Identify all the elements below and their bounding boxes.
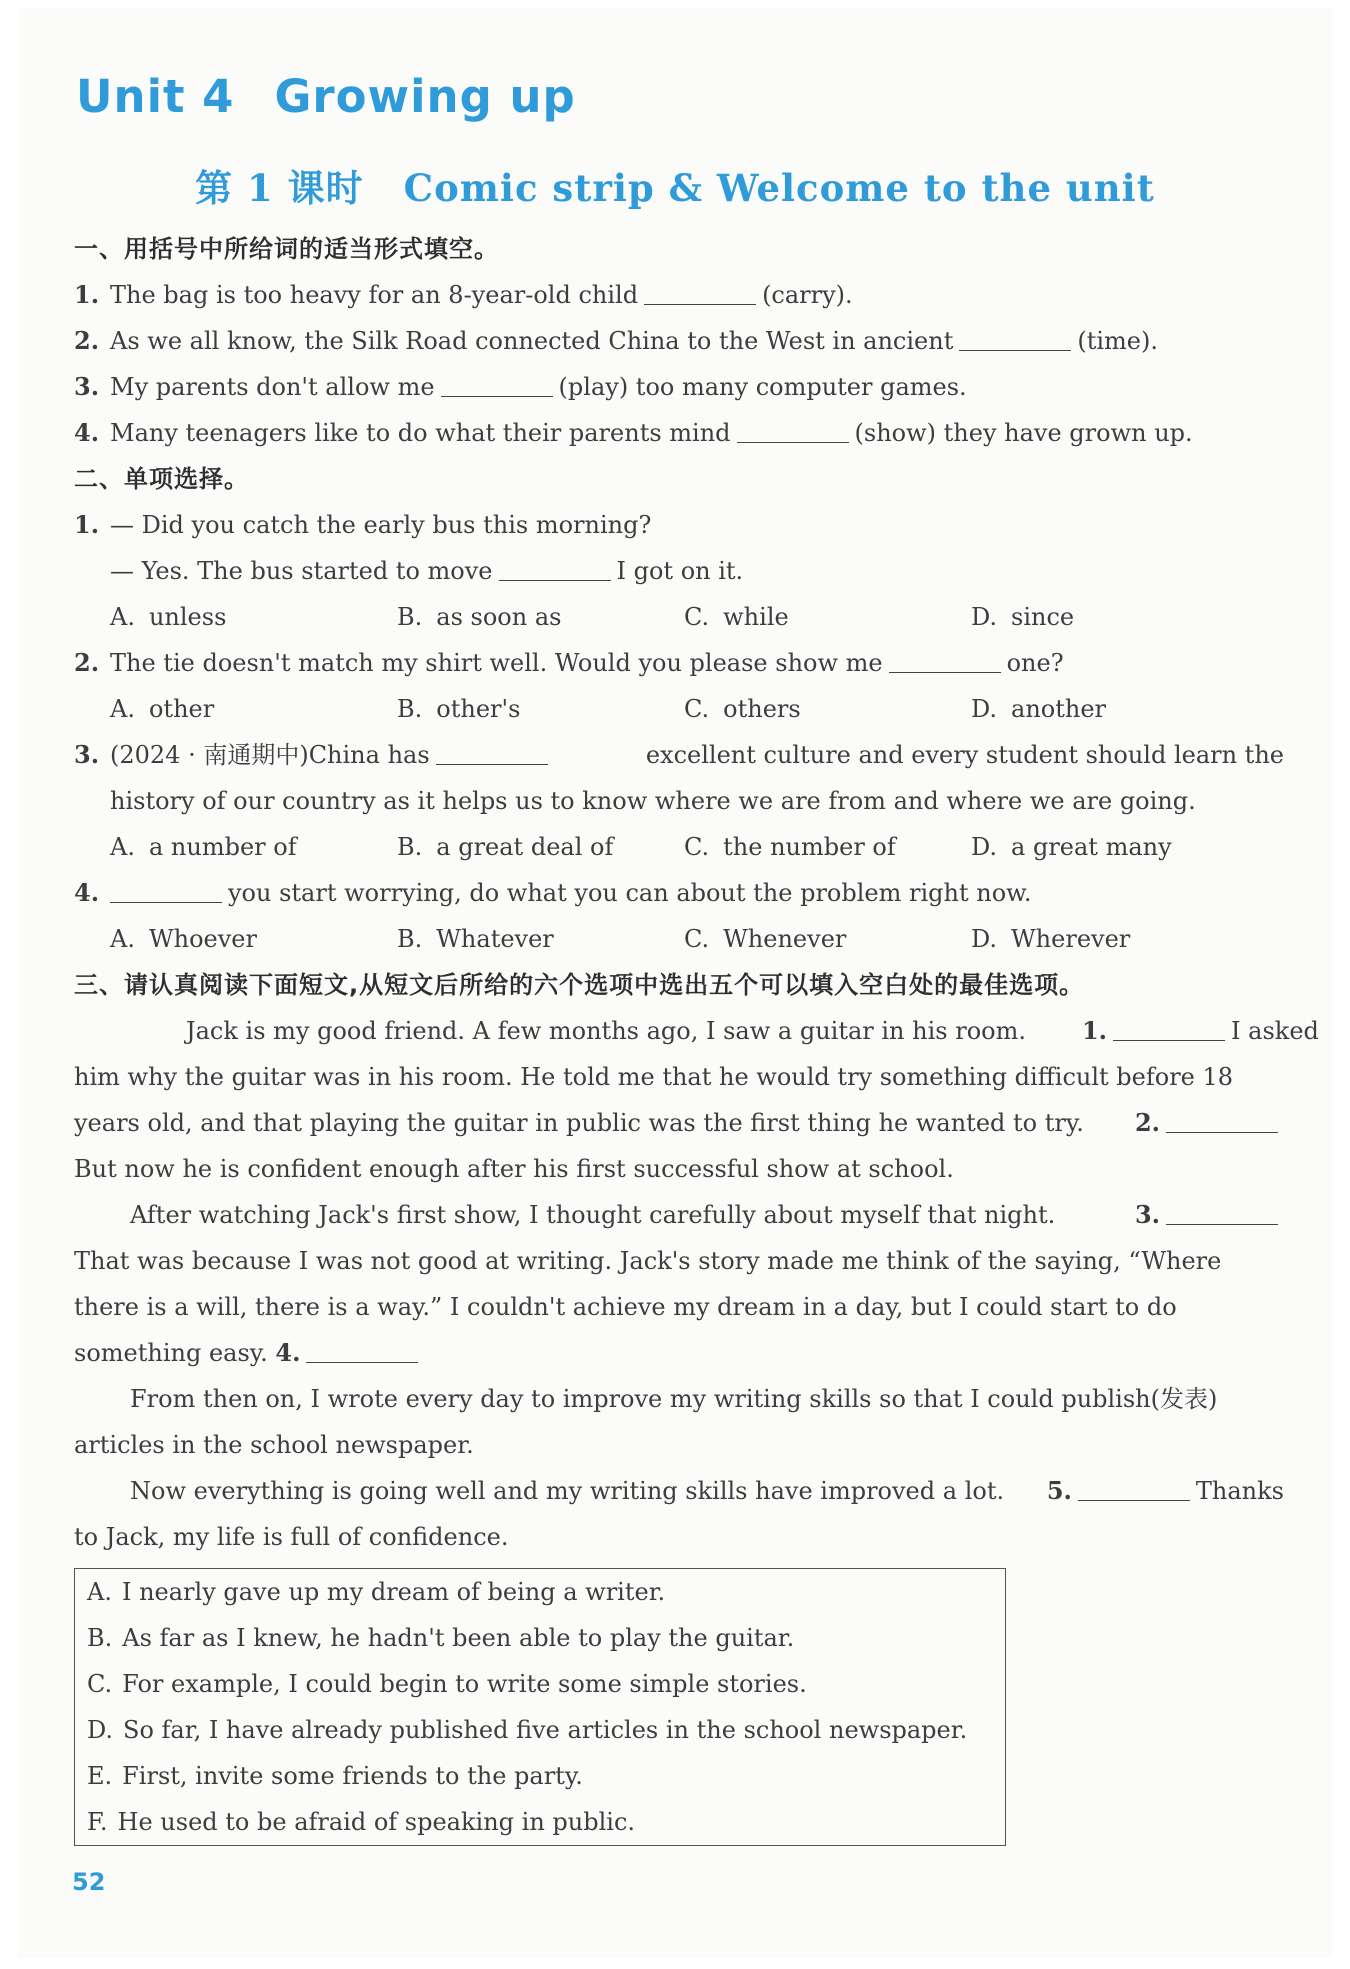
passage-line: Now everything is going well and my writing skills have improved a lot. 5. Thanks bbox=[130, 1476, 1284, 1505]
option-a[interactable]: A. I nearly gave up my dream of being a writer. bbox=[87, 1578, 666, 1606]
answer-blank[interactable] bbox=[1113, 1018, 1225, 1041]
section-2-title: 二、单项选择。 bbox=[74, 465, 249, 493]
option-d[interactable]: D. a great many bbox=[971, 833, 1172, 861]
choice-question-1-line-2: — Yes. The bus started to move I got on it. bbox=[110, 557, 744, 585]
answer-blank[interactable] bbox=[110, 880, 222, 903]
passage-line: But now he is confident enough after his first successful show at school. bbox=[74, 1155, 954, 1183]
choice-question-3-line-2: history of our country as it helps us to know where we are from and where we are going. bbox=[110, 787, 1196, 815]
answer-blank[interactable] bbox=[499, 558, 611, 581]
passage-line: From then on, I wrote every day to improve my writing skills so that I could publish(发表) bbox=[130, 1385, 1218, 1413]
choice-question-3: 3. (2024 · 南通期中)China has excellent culture and every student should learn the bbox=[74, 740, 1284, 769]
section-1-title: 一、用括号中所给词的适当形式填空。 bbox=[74, 235, 499, 263]
passage-line: articles in the school newspaper. bbox=[74, 1431, 474, 1459]
passage-line: there is a will, there is a way.” I couldn't achieve my dream in a day, but I could start to do bbox=[74, 1293, 1177, 1321]
choice-options-3 bbox=[74, 824, 1284, 870]
choice-question-4: 4. you start worrying, do what you can about the problem right now. bbox=[74, 878, 1032, 907]
lesson-name: Comic strip & Welcome to the unit bbox=[403, 166, 1155, 210]
unit-title bbox=[76, 70, 576, 123]
unit-name: Growing up bbox=[274, 70, 576, 123]
option-a[interactable]: A. other bbox=[110, 695, 215, 723]
choice-options-4 bbox=[74, 916, 1284, 962]
fill-question-3: 3. My parents don't allow me (play) too many computer games. bbox=[74, 372, 967, 401]
passage-line: to Jack, my life is full of confidence. bbox=[74, 1523, 509, 1551]
answer-blank[interactable] bbox=[306, 1340, 418, 1363]
passage-line: After watching Jack's first show, I thought carefully about myself that night. 3. bbox=[74, 1192, 1284, 1238]
answer-blank[interactable] bbox=[737, 420, 849, 443]
choice-question-2: 2. The tie doesn't match my shirt well. Would you please show me one? bbox=[74, 648, 1064, 677]
answer-blank[interactable] bbox=[441, 374, 553, 397]
option-d[interactable]: D. Wherever bbox=[971, 925, 1131, 953]
option-a[interactable]: A. a number of bbox=[110, 833, 297, 861]
worksheet-page bbox=[18, 8, 1332, 1958]
option-c[interactable]: C. the number of bbox=[684, 833, 896, 861]
passage-line: him why the guitar was in his room. He told me that he would try something difficult before 18 bbox=[74, 1063, 1234, 1091]
passage-line: something easy. 4. bbox=[74, 1330, 1284, 1376]
option-b[interactable]: B. a great deal of bbox=[397, 833, 614, 861]
answer-blank[interactable] bbox=[889, 650, 1001, 673]
lesson-number: 第 1 课时 bbox=[195, 166, 364, 210]
lesson-title bbox=[18, 158, 1332, 212]
option-d[interactable]: D. So far, I have already published five articles in the school newspaper. bbox=[87, 1716, 968, 1744]
passage-line: Jack is my good friend. A few months ago, I saw a guitar in his room. 1. I asked bbox=[186, 1016, 1319, 1045]
page-number: 52 bbox=[72, 1868, 106, 1896]
option-c[interactable]: C. others bbox=[684, 695, 801, 723]
option-b[interactable]: B. As far as I knew, he hadn't been able to play the guitar. bbox=[87, 1624, 795, 1652]
choice-options-2 bbox=[74, 686, 1284, 732]
option-d[interactable]: D. since bbox=[971, 603, 1075, 631]
fill-question-1: 1. The bag is too heavy for an 8-year-old child (carry). bbox=[74, 280, 853, 309]
option-c[interactable]: C. For example, I could begin to write some simple stories. bbox=[87, 1670, 807, 1698]
passage-line: That was because I was not good at writing. Jack's story made me think of the saying, “Where bbox=[74, 1247, 1222, 1275]
option-d[interactable]: D. another bbox=[971, 695, 1107, 723]
option-b[interactable]: B. Whatever bbox=[397, 925, 554, 953]
answer-blank[interactable] bbox=[1166, 1202, 1278, 1225]
option-b[interactable]: B. as soon as bbox=[397, 603, 562, 631]
answer-blank[interactable] bbox=[644, 282, 756, 305]
fill-question-4: 4. Many teenagers like to do what their parents mind (show) they have grown up. bbox=[74, 418, 1193, 447]
option-e[interactable]: E. First, invite some friends to the party. bbox=[87, 1762, 583, 1790]
worksheet-content bbox=[74, 226, 1319, 1846]
passage-line: years old, and that playing the guitar in public was the first thing he wanted to try. 2. bbox=[74, 1100, 1284, 1146]
unit-number: Unit 4 bbox=[76, 70, 235, 123]
answer-blank[interactable] bbox=[436, 742, 548, 765]
options-box bbox=[74, 1568, 1006, 1846]
fill-question-2: 2. As we all know, the Silk Road connected China to the West in ancient (time). bbox=[74, 326, 1158, 355]
choice-options-1 bbox=[74, 594, 1284, 640]
option-a[interactable]: A. unless bbox=[110, 603, 227, 631]
choice-question-1: 1. — Did you catch the early bus this morning? bbox=[74, 510, 652, 539]
option-b[interactable]: B. other's bbox=[397, 695, 521, 723]
option-c[interactable]: C. Whenever bbox=[684, 925, 847, 953]
answer-blank[interactable] bbox=[959, 328, 1071, 351]
option-c[interactable]: C. while bbox=[684, 603, 789, 631]
option-a[interactable]: A. Whoever bbox=[110, 925, 257, 953]
answer-blank[interactable] bbox=[1166, 1110, 1278, 1133]
answer-blank[interactable] bbox=[1078, 1478, 1190, 1501]
option-f[interactable]: F. He used to be afraid of speaking in public. bbox=[87, 1808, 636, 1836]
section-3-title: 三、请认真阅读下面短文,从短文后所给的六个选项中选出五个可以填入空白处的最佳选项。 bbox=[74, 971, 1085, 999]
